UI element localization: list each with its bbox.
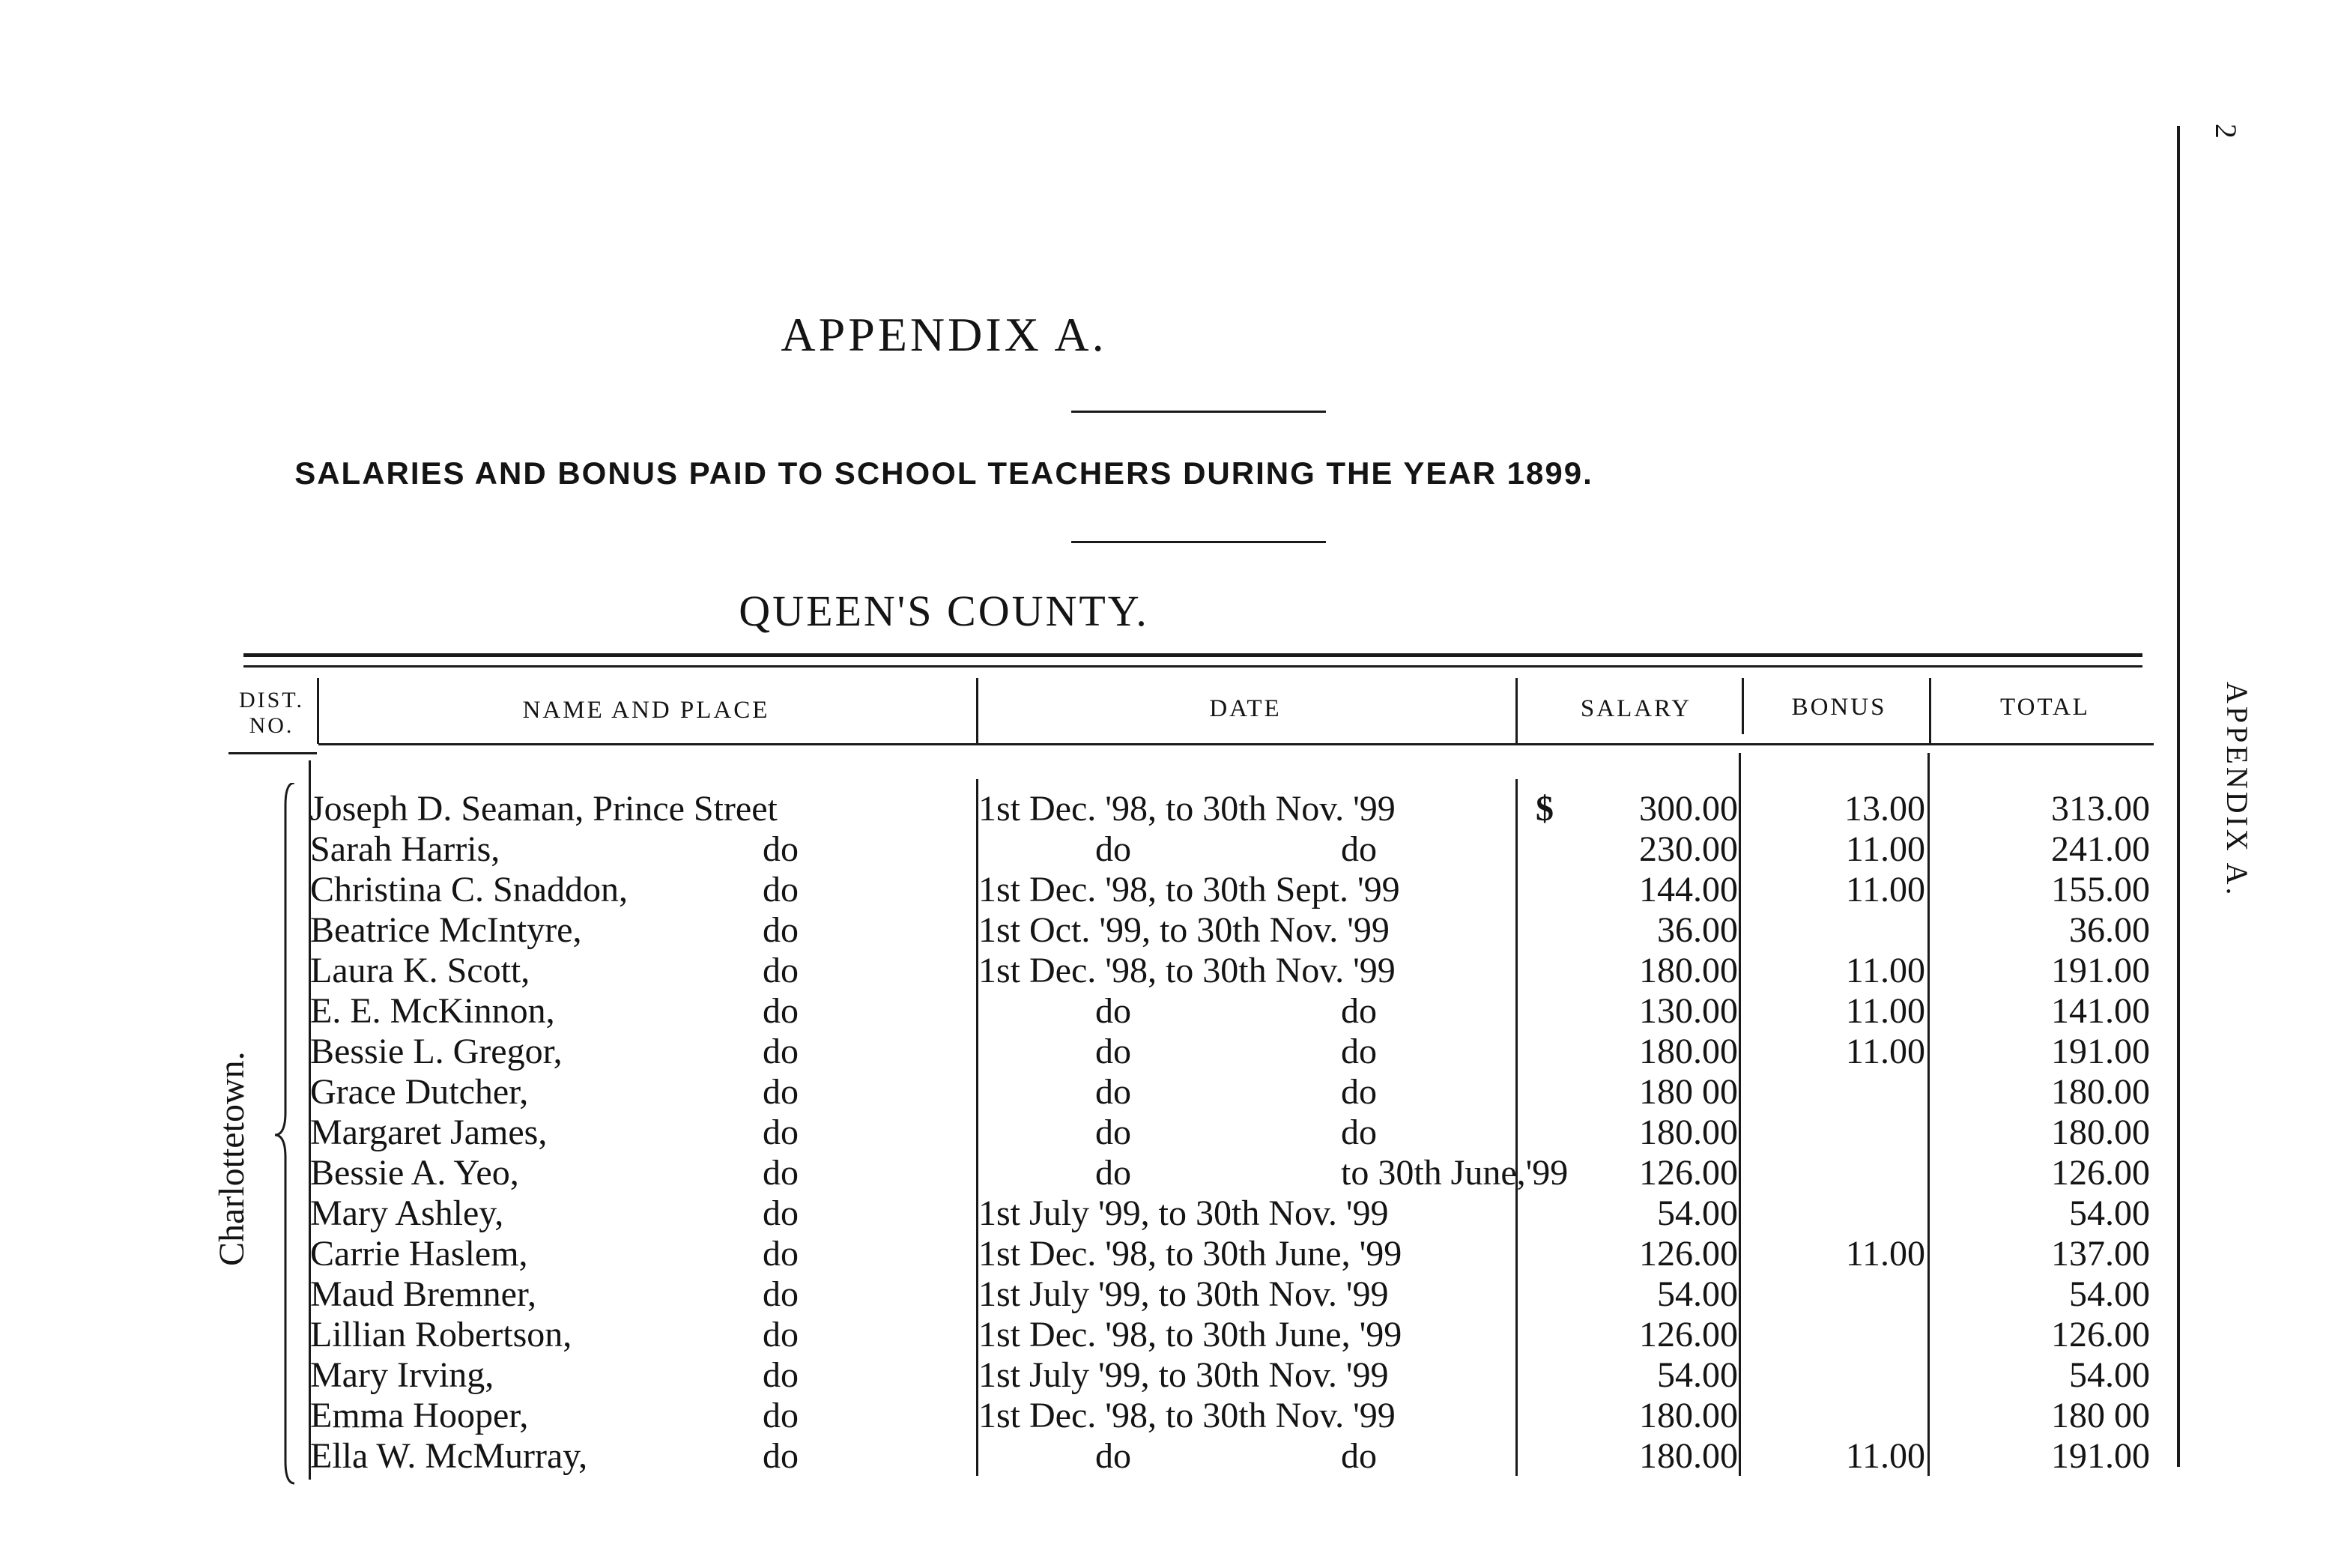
date-start: do [1095,829,1131,869]
teacher-place: do [763,1315,799,1354]
total-amount: 241.00 [2051,829,2150,869]
teacher-name: Carrie Haslem, [310,1234,528,1274]
date-end: to 30th June,'99 [1341,1153,1569,1193]
teacher-name: Joseph D. Seaman, Prince Street [310,789,778,829]
title-divider [1071,411,1326,413]
date-end: do [1341,829,1377,869]
date-range: 1st Dec. '98, to 30th Nov. '99 [978,789,1396,829]
date-start: do [1095,1032,1131,1071]
table-top-rule [243,653,2142,657]
date-start: do [1095,1153,1131,1193]
date-end: do [1341,1113,1377,1152]
total-amount: 36.00 [2069,910,2150,950]
total-amount: 54.00 [2069,1193,2150,1233]
table-row [0,991,2335,1032]
date-range: 1st Dec. '98, to 30th Nov. '99 [978,1396,1396,1435]
teacher-name: Laura K. Scott, [310,951,530,990]
teacher-name: Mary Irving, [310,1355,494,1395]
header-bottom-rule [318,743,2154,745]
teacher-place: do [763,1072,799,1112]
table-row [0,1072,2335,1113]
date-end: do [1341,1436,1377,1476]
salary-amount: 54.00 [1657,1193,1738,1233]
table-row [0,951,2335,991]
table-row [0,1113,2335,1153]
total-amount: 155.00 [2051,870,2150,909]
bonus-amount: 11.00 [1845,829,1925,869]
table-top-rule-2 [243,665,2142,668]
teacher-place: do [763,1436,799,1476]
date-start: do [1095,1436,1131,1476]
running-head: APPENDIX A. [2220,682,2254,898]
salary-amount: 300.00 [1639,789,1738,829]
date-range: 1st Dec. '98, to 30th June, '99 [978,1315,1402,1354]
table-row [0,789,2335,829]
table-row [0,829,2335,870]
table-row [0,1396,2335,1436]
date-range: 1st July '99, to 30th Nov. '99 [978,1274,1389,1314]
total-amount: 137.00 [2051,1234,2150,1274]
header-salary: SALARY [1580,695,1692,722]
bonus-amount: 13.00 [1844,789,1925,829]
salary-amount: 36.00 [1657,910,1738,950]
salary-amount: 126.00 [1639,1234,1738,1274]
teacher-name: Margaret James, [310,1113,548,1152]
date-end: do [1341,1032,1377,1071]
date-end: do [1341,991,1377,1031]
bonus-amount: 11.00 [1845,870,1925,909]
col-rule-bonus [1929,678,1931,744]
teacher-place: do [763,829,799,869]
col-rule-date [1515,678,1518,744]
total-amount: 180.00 [2051,1072,2150,1112]
total-amount: 180.00 [2051,1113,2150,1152]
teacher-place: do [763,1234,799,1274]
salary-amount: 180.00 [1639,1436,1738,1476]
teacher-place: do [763,951,799,990]
date-range: 1st July '99, to 30th Nov. '99 [978,1193,1389,1233]
header-dist-line2: NO. [249,713,294,738]
date-start: do [1095,1072,1131,1112]
teacher-place: do [763,1274,799,1314]
date-range: 1st Dec. '98, to 30th June, '99 [978,1234,1402,1274]
total-amount: 180 00 [2051,1396,2150,1435]
teacher-place: do [763,991,799,1031]
table-row [0,1234,2335,1274]
bonus-amount: 11.00 [1845,1032,1925,1071]
header-bottom-rule-left [228,752,317,754]
page-subtitle: SALARIES AND BONUS PAID TO SCHOOL TEACHERS DURING THE YEAR 1899. [294,455,1593,491]
table-row [0,1032,2335,1072]
total-amount: 191.00 [2051,1436,2150,1476]
teacher-name: Bessie L. Gregor, [310,1032,563,1071]
total-amount: 54.00 [2069,1274,2150,1314]
total-amount: 126.00 [2051,1315,2150,1354]
date-range: 1st Oct. '99, to 30th Nov. '99 [978,910,1390,950]
teacher-place: do [763,1032,799,1071]
date-start: do [1095,991,1131,1031]
table-row [0,910,2335,951]
teacher-name: Sarah Harris, [310,829,500,869]
bonus-amount: 11.00 [1845,1234,1925,1274]
date-range: 1st Dec. '98, to 30th Nov. '99 [978,951,1396,990]
teacher-name: Lillian Robertson, [310,1315,572,1354]
bonus-amount: 11.00 [1845,1436,1925,1476]
teacher-name: Mary Ashley, [310,1193,504,1233]
salary-amount: 144.00 [1639,870,1738,909]
total-amount: 313.00 [2051,789,2150,829]
date-start: do [1095,1113,1131,1152]
bonus-amount: 11.00 [1845,951,1925,990]
teacher-name: E. E. McKinnon, [310,991,555,1031]
teacher-name: Grace Dutcher, [310,1072,529,1112]
header-date: DATE [1209,695,1282,722]
page-title: APPENDIX A. [781,308,1107,361]
header-dist-no [225,688,318,739]
table-row [0,1153,2335,1193]
date-range: 1st Dec. '98, to 30th Sept. '99 [978,870,1400,909]
salary-amount: 180 00 [1639,1072,1738,1112]
total-amount: 54.00 [2069,1355,2150,1395]
teacher-place: do [763,1396,799,1435]
teacher-name: Maud Bremner, [310,1274,536,1314]
teacher-name: Emma Hooper, [310,1396,529,1435]
salary-amount: 180.00 [1639,951,1738,990]
teacher-place: do [763,870,799,909]
teacher-place: do [763,910,799,950]
teacher-name: Bessie A. Yeo, [310,1153,519,1193]
header-name-place: NAME AND PLACE [522,697,770,724]
table-row [0,870,2335,910]
teacher-place: do [763,1113,799,1152]
bonus-amount: 11.00 [1845,991,1925,1031]
date-range: 1st July '99, to 30th Nov. '99 [978,1355,1389,1395]
table-row [0,1315,2335,1355]
teacher-name: Christina C. Snaddon, [310,870,629,909]
total-amount: 191.00 [2051,951,2150,990]
date-end: do [1341,1072,1377,1112]
header-bonus: BONUS [1791,694,1887,721]
salary-amount: 180.00 [1639,1113,1738,1152]
salary-amount: 126.00 [1639,1315,1738,1354]
table-row [0,1355,2335,1396]
header-total: TOTAL [2000,694,2090,721]
salary-amount: 180.00 [1639,1032,1738,1071]
teacher-name: Ella W. McMurray, [310,1436,588,1476]
total-amount: 141.00 [2051,991,2150,1031]
teacher-place: do [763,1193,799,1233]
table-row [0,1193,2335,1234]
subtitle-divider [1071,541,1326,543]
salary-amount: 54.00 [1657,1274,1738,1314]
table-row [0,1274,2335,1315]
district-label: Charlottetown. [212,1051,252,1266]
header-dist-line1: DIST. [239,688,304,712]
teacher-place: do [763,1355,799,1395]
col-rule-dist [317,678,319,744]
table-row [0,1436,2335,1477]
teacher-place: do [763,1153,799,1193]
total-amount: 126.00 [2051,1153,2150,1193]
page-number: 2 [2209,124,2243,139]
currency-symbol: $ [1536,789,1554,829]
col-rule-salary [1742,678,1744,734]
teacher-name: Beatrice McIntyre, [310,910,582,950]
salary-amount: 230.00 [1639,829,1738,869]
salary-amount: 180.00 [1639,1396,1738,1435]
total-amount: 191.00 [2051,1032,2150,1071]
county-heading: QUEEN'S COUNTY. [739,587,1149,635]
salary-amount: 130.00 [1639,991,1738,1031]
col-rule-name [976,678,978,744]
salary-amount: 54.00 [1657,1355,1738,1395]
salary-amount: 126.00 [1639,1153,1738,1193]
